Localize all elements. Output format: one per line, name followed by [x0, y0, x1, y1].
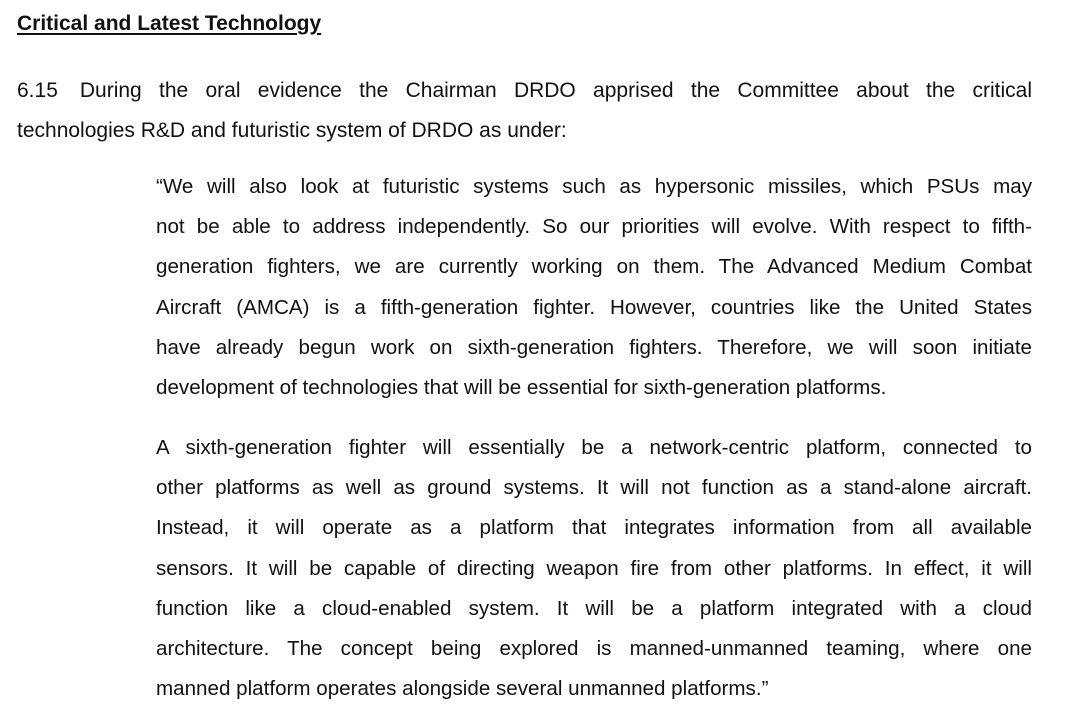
paragraph-text-line-2: technologies R&D and futuristic system of DRDO as under:: [17, 119, 567, 142]
quote-line: other platforms as well as ground systems. It will not function as a stand-alone aircraft.: [156, 476, 1032, 500]
quote-line: manned platform operates alongside several unmanned platforms.”: [156, 677, 769, 701]
quote-line: development of technologies that will be essential for sixth-generation platforms.: [156, 376, 887, 400]
quote-line: have already begun work on sixth-generation fighters. Therefore, we will soon initiate: [156, 335, 1032, 359]
quote-line: Instead, it will operate as a platform that integrates information from all available: [156, 516, 1032, 540]
quote-line: not be able to address independently. So our priorities will evolve. With respect to fifth-: [156, 215, 1032, 239]
quote-line: “We will also look at futuristic systems such as hypersonic missiles, which PSUs may: [156, 175, 1032, 198]
paragraph-number: 6.15: [17, 79, 58, 102]
quote-line: Aircraft (AMCA) is a fifth-generation fighter. However, countries like the United States: [156, 295, 1032, 319]
quote-line: A sixth-generation fighter will essentially be a network-centric platform, connected to: [156, 436, 1032, 459]
quote-line: sensors. It will be capable of directing weapon fire from other platforms. In effect, it will: [156, 556, 1032, 580]
paragraph-line-1: [17, 71, 1032, 111]
quote-line: generation fighters, we are currently working on them. The Advanced Medium Combat: [156, 255, 1032, 279]
section-heading: Critical and Latest Technology: [17, 12, 322, 35]
quote-line: function like a cloud-enabled system. It will be a platform integrated with a cloud: [156, 596, 1032, 620]
quote-line: architecture. The concept being explored is manned-unmanned teaming, where one: [156, 637, 1032, 661]
quote-paragraph-2: [156, 428, 1032, 709]
quote-paragraph-1: [156, 167, 1032, 408]
paragraph-6-15: [17, 71, 1032, 151]
paragraph-text-line-1: During the oral evidence the Chairman DRDO apprised the Committee about the critical: [79, 79, 1032, 102]
